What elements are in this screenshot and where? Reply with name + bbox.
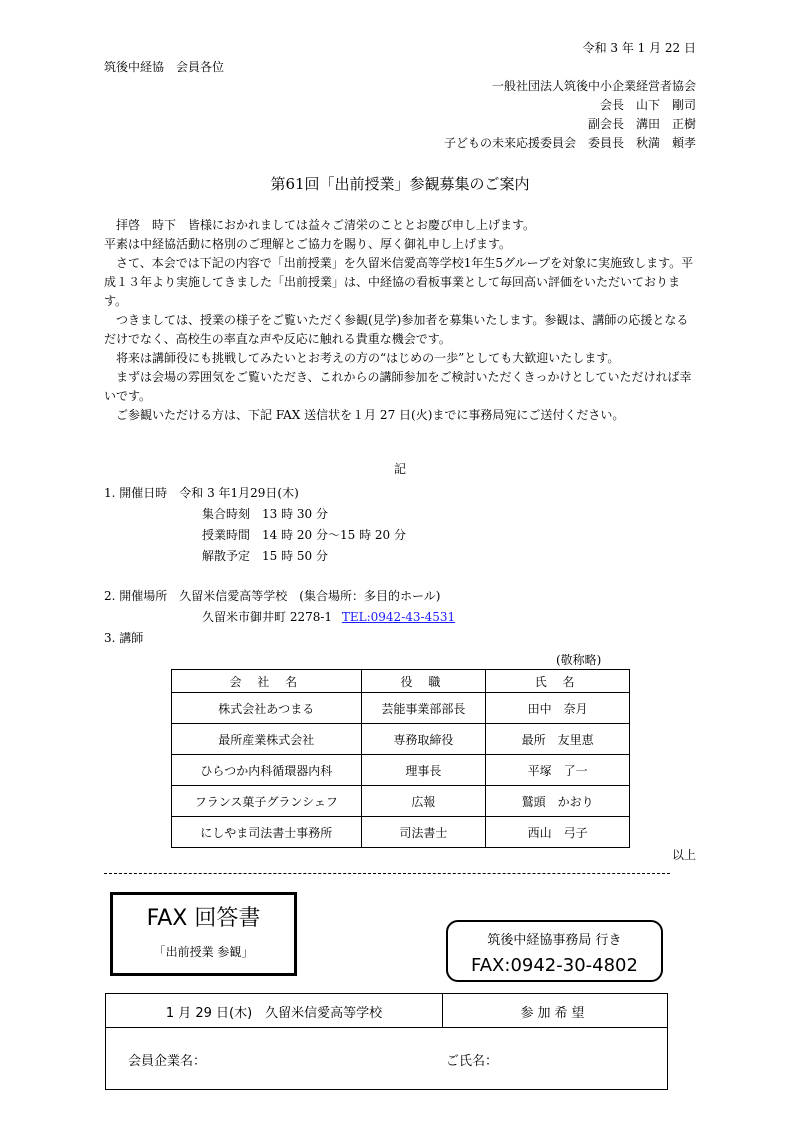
lecturer-table (171, 669, 630, 848)
paragraph-greeting: 拝啓 時下 皆様におかれましては益々ご清栄のこととお慶び申し上げます。 (116, 218, 536, 232)
column-header-position: 役 職 (361, 670, 486, 693)
cell-position: 芸能事業部部長 (361, 693, 486, 724)
venue-phone-link[interactable]: TEL:0942-43-4531 (341, 610, 456, 624)
detail-lecturers: 3. 講師 (104, 631, 144, 645)
table-header-row (172, 670, 630, 693)
company-name-field[interactable]: 会員企業名： (128, 1054, 207, 1069)
paragraph-deadline: ご参観いただける方は、下記 FAX 送信状を１月 27 日(火)までに事務局宛にご送付ください。 (116, 408, 625, 422)
sender-president: 会長 山下 剛司 (599, 98, 696, 112)
letter-date: 令和 3 年 1 月 22 日 (582, 41, 696, 55)
paragraph-atmosphere: まずは会場の雰囲気をご覧いただき、これからの講師参加をご検討いただくきっかけとしていただければ幸いです。 (104, 370, 692, 403)
cell-company: にしやま司法書士事務所 (172, 817, 362, 848)
reply-event: 1 月 29 日(木) 久留米信愛高等学校 (165, 1006, 383, 1021)
sender-organization: 一般社団法人筑後中小企業経営者協会 (491, 79, 696, 93)
page-title: 第61回「出前授業」参観募集のご案内 (270, 175, 530, 193)
recipient: 筑後中経協 会員各位 (104, 60, 225, 74)
cell-name: 西山 弓子 (486, 817, 630, 848)
fax-subtitle: 「出前授業 参観」 (153, 945, 254, 959)
table-row (172, 817, 630, 848)
column-header-name: 氏 名 (486, 670, 630, 693)
paragraph-recruitment: つきましては、授業の様子をご覧いただく参観(見学)参加者を募集いたします。参観は、講師の応援となるだけでなく、高校生の率直な声や反応に触れる貴重な機会です。 (104, 313, 689, 346)
detail-address-line (202, 608, 455, 625)
closing-mark: 以上 (671, 848, 696, 862)
cell-name: 田中 奈月 (486, 693, 630, 724)
cell-name: 鷲頭 かおり (486, 786, 630, 817)
table-row (172, 724, 630, 755)
column-header-company: 会 社 名 (172, 670, 362, 693)
cut-line (104, 873, 670, 874)
ki-heading: 記 (393, 462, 406, 476)
table-row (172, 786, 630, 817)
cell-company: 株式会社あつまる (172, 693, 362, 724)
cell-company: ひらつか内科循環器内科 (172, 755, 362, 786)
cell-name: 平塚 了一 (486, 755, 630, 786)
sender-committee-chair: 子どもの未来応援委員会 委員長 秋満 頼孝 (443, 136, 696, 150)
cell-name: 最所 友里恵 (486, 724, 630, 755)
reply-divider (106, 1027, 667, 1028)
cell-company: フランス菓子グランシェフ (172, 786, 362, 817)
fax-title-box (110, 892, 297, 976)
person-name-field[interactable]: ご氏名： (446, 1054, 499, 1069)
reply-participation-wish[interactable]: 参加希望 (520, 1006, 589, 1021)
paragraph-thanks: 平素は中経協活動に格別のご理解とご協力を賜り、厚く御礼申し上げます。 (104, 237, 512, 251)
table-row (172, 755, 630, 786)
cell-position: 広報 (361, 786, 486, 817)
table-row (172, 693, 630, 724)
sender-vice-president: 副会長 溝田 正樹 (587, 117, 696, 131)
fax-destination: 筑後中経協事務局 行き (487, 933, 622, 948)
cell-company: 最所産業株式会社 (172, 724, 362, 755)
detail-class-time: 授業時間 14 時 20 分～15 時 20 分 (202, 528, 406, 542)
paragraph-future: 将来は講師役にも挑戦してみたいとお考えの方の“はじめの一歩”としても大歓迎いたします。 (116, 351, 620, 365)
cell-position: 司法書士 (361, 817, 486, 848)
detail-venue: 2. 開催場所 久留米信愛高等学校 (集合場所：多目的ホール) (104, 589, 441, 603)
fax-number: FAX:0942-30-4802 (471, 955, 638, 976)
honorific-note: (敬称略) (556, 653, 602, 667)
reply-form (105, 993, 668, 1090)
detail-gather-time: 集合時刻 13 時 30 分 (202, 507, 328, 521)
detail-dismiss-time: 解散予定 15 時 50 分 (202, 549, 328, 563)
paragraph-announcement: さて、本会では下記の内容で「出前授業」を久留米信愛高等学校1年生5グループを対象に実施致します。平成１３年より実施してきました「出前授業」は、中経協の看板事業として毎回高い評価をいただいております。 (104, 256, 694, 308)
fax-destination-box (446, 920, 663, 982)
fax-title: FAX 回答書 (146, 906, 261, 931)
detail-date: 1. 開催日時 令和 3 年1月29日(木) (104, 486, 299, 500)
cell-position: 理事長 (361, 755, 486, 786)
cell-position: 専務取締役 (361, 724, 486, 755)
detail-address: 久留米市御井町 2278-1 (202, 610, 333, 624)
